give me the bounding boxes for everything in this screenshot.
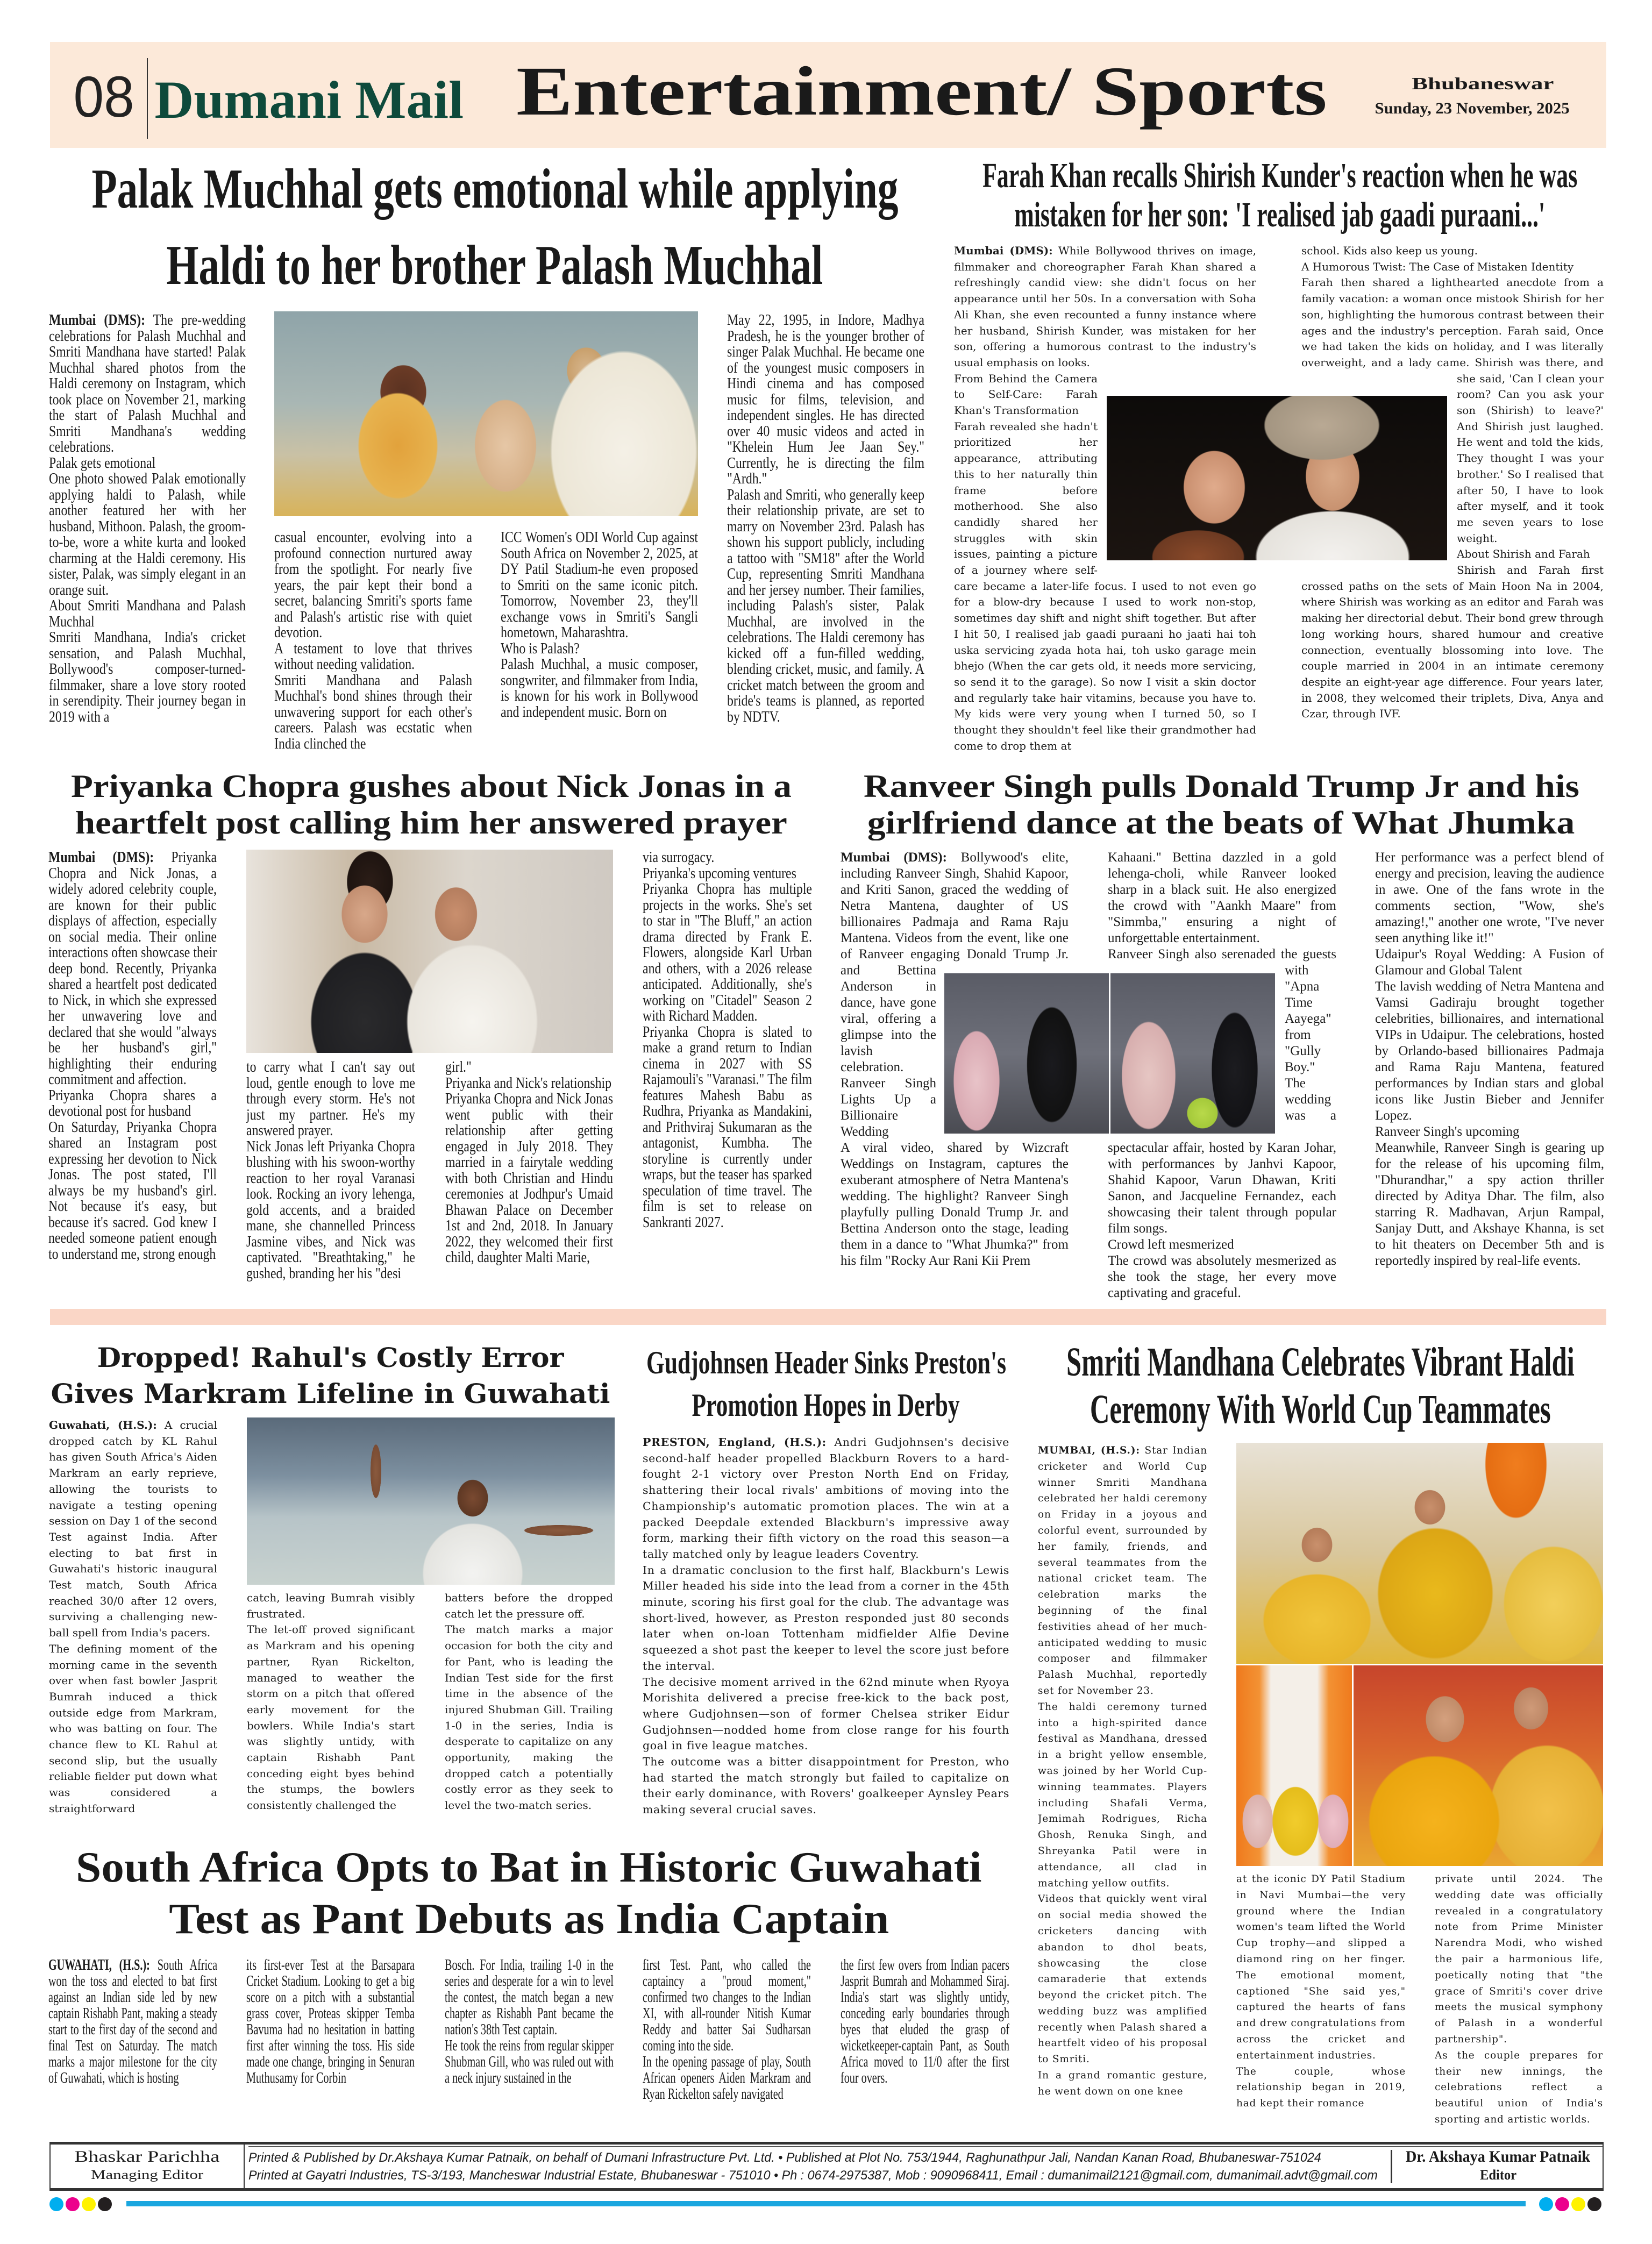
issue-date: [1375, 100, 1570, 117]
lead-text: While Bollywood thrives on image, filmmaker and choreographer Farah Khan shared a refreshingly candid view: she didn't focus on her appearance until her 50s. In a conversation with Soha Ali Khan, she even recounted a funny instance where her husband, Shirish Kunder, was mistaken for her son, offering a humorous contrast to the industry's usual emphasis on looks.: [954, 244, 1256, 369]
smriti-col-2: [1236, 1871, 1406, 2138]
lead-paragraph: [48, 1957, 217, 2086]
paper-name-text: Dumani Mail: [154, 70, 464, 130]
palak-headline: [50, 151, 939, 303]
paragraph: The let-off proved significant as Markram and his opening partner, Ryan Rickelton, managed to weather the storm on a pitch that offered early movement for the bowlers. While India's start was slightly untidy, with captain Rishabh Pant conceding eight byes behind the stumps, the bowlers consistently challenged the: [247, 1623, 415, 1812]
paragraph: girl.": [445, 1059, 472, 1075]
paragraph: its first-ever Test at the Barsapara Cricket Stadium. Looking to get a big score on a pitch with a substantial grass cover, Proteas skipper Temba Bavuma had no hesitation in batting first after winning the toss. His side made one change, bringing in Senuran Muthusamy for Corbin: [246, 1957, 415, 2086]
paragraph: Ranveer Singh Lights Up a Billionaire Wedding: [841, 1076, 936, 1139]
paragraph: The haldi ceremony turned into a high-spirited dance festival as Mandhana, dressed in a bright yellow ensemble, was joined by her World Cup-winning teammates. Players including Shafali Verma, Jemimah Rodrigues, Richa Ghosh, Renuka Singh, and Shreyanka Patil were in attendance, all clad in matching yellow outfits.: [1038, 1701, 1207, 1889]
registration-dot-black: [98, 2197, 112, 2211]
rahul-col-2: [247, 1590, 415, 1837]
paragraphs: [1038, 1699, 1207, 2100]
paragraph: Meanwhile, Ranveer Singh is gearing up for the release of his upcoming film, "Dhurandhar," a spy action thriller directed by Aditya Dhar. The film, also starring R. Madhavan, Arjun Rampal, Sanjay Dutt, and Akshaye Khanna, is set to hit theaters on December 5th and is reportedly inspired by real-life events.: [1375, 1141, 1604, 1268]
paragraph: The defining moment of the morning came in the seventh over when fast bowler Jasprit Bumrah induced a thick outside edge from Markram, who was batting on four. The chance flew to KL Rahul at second slip, but the usually reliable fielder put down what was considered a straightforward: [49, 1642, 217, 1815]
headline-line: Dropped! Rahul's Costly Error: [97, 1342, 564, 1373]
paragraphs: [643, 850, 812, 1230]
paragraph: Shirish and Farah first crossed paths on the sets of Main Hoon Na in 2004, where Shirish was working as an editor and Farah was making her directorial debut. Their bond grew through long working hours, shared humour and creative connection, eventually blossoming into love. The couple married in 2004 in an intimate ceremony despite an eight-year age difference. Four years later, in 2008, they welcomed their triplets, Diva, Anya and Czar, through IVF.: [1301, 564, 1604, 721]
paragraphs: [1435, 1871, 1603, 2128]
paragraph: the first few overs from Indian pacers Jasprit Bumrah and Mohammed Siraj. India's start was slightly untidy, conceding early boundaries through byes that eluded the grasp of wicketkeeper-captain Pant, as South Africa moved to 11/0 after the first four overs.: [841, 1957, 1009, 2086]
paragraph: Palash Muchhal, a music composer, songwriter, and filmmaker from India, is known for his work in Bollywood and independent music. Born on: [501, 656, 698, 721]
paragraph: Her performance was a perfect blend of energy and precision, leaving the audience in awe. One of the fans wrote in the comments section, "Wow, she's amazing!," another one wrote, "I've never seen anything like it!": [1375, 850, 1604, 945]
paragraphs: [49, 1641, 217, 1817]
imprint-line-1: Printed & Published by Dr.Akshaya Kumar Patnaik, on behalf of Dumani Infrastructure Pvt. Ltd. • Published at Plot No. 753/1944, Raghunathpur Jali, Nandan Kanan Road, Bhubaneswar-751024: [248, 2150, 1321, 2165]
priyanka-col-4: [643, 850, 812, 1307]
paragraph: As the couple prepares for their new innings, the celebrations reflect a beautiful union of India's sporting and artistic worlds.: [1435, 2049, 1603, 2125]
lead-text: South Africa won the toss and elected to bat first against an Indian side led by new captain Rishabh Pant, making a steady start to the first day of the second and final Test on Saturday. The match marks a major milestone for the city of Guwahati, which is hosting: [48, 1957, 217, 2086]
palak-col-2: [274, 530, 472, 764]
lead-text: Bollywood's elite, including Ranveer Singh, Shahid Kapoor, and Kriti Sanon, graced the wedding of Netra Mantena, daughter of US billionaires Padmaja and Rama Raju Mantena. Videos from the event, like one of Ranveer engaging Donald Trump Jr. and Bettina Anderson in dance, have gone viral, offering a glimpse into the lavish celebration.: [841, 850, 1069, 1074]
south-africa-col-3: [445, 1957, 614, 2135]
south-africa-col-2: [246, 1957, 415, 2135]
farah-headline: [953, 156, 1606, 234]
paragraph: Crowd left mesmerized: [1108, 1237, 1234, 1252]
priyanka-col-2: [246, 1059, 415, 1307]
imprint-line-2: Printed at Gayatri Industries, TS-3/193, Mancheswar Industrial Estate, Bhubaneswar - 751010 • Ph : 0674-2975387, Mob : 9090968411, Email : dumanimail2121@gmail.com, dumanimail.advt@gmail.com: [248, 2168, 1378, 2183]
headline-line: Smriti Mandhana Celebrates Vibrant Haldi: [1066, 1340, 1575, 1385]
paragraph: Videos that quickly went viral on social media showed the cricketers dancing with abandon to dhol beats, showcasing the close camaraderie that extends beyond the cricket pitch. The wedding buzz was amplified recently when Palash shared a heartfelt video of his proposal to Smriti.: [1038, 1893, 1207, 2065]
smriti-headline: [1038, 1338, 1603, 1433]
paragraphs: [49, 455, 246, 725]
paragraph: From Behind the Camera to Self-Care: Farah Khan's Transformation: [954, 372, 1098, 417]
footer-top-rule: [248, 2146, 1604, 2147]
paragraph: ICC Women's ODI World Cup against South Africa on November 2, 2025, at DY Patil Stadium-he even proposed to Smriti on the same iconic pitch. Tomorrow, November 23, they'll exchange vows in Smriti's Sangli hometown, Maharashtra.: [501, 530, 698, 641]
headline-line: Haldi to her brother Palash Muchhal: [166, 233, 823, 296]
priyanka-headline: [50, 768, 812, 841]
lead-text: Star Indian cricketer and World Cup winner Smriti Mandhana celebrated her haldi ceremony on Friday in a joyous and colorful event, surrounded by her family, friends, and several teammates from the national cricket team. The celebration marks the beginning of the final festivities ahead of her much-anticipated wedding to music composer and filmmaker Palash Muchhal, reportedly set for November 23.: [1038, 1445, 1207, 1697]
headline-line: mistaken for her son: 'I realised jab gaadi puraani...': [1014, 195, 1546, 234]
paragraph: Palash and Smriti, who generally keep their relationship private, are set to marry on November 23rd. Palash has shown his support publicly, including a tattoo with "SM18" after the World Cup, representing Smriti Mandhana and her jersey number. Their families, including Palash's sister, Palak Muchhal, are involved in the celebrations. The Haldi ceremony has kicked off a fun-filled wedding, blending cricket, music, and family. A cricket match between the groom and bride's teams is planned, as reported by NDTV.: [727, 486, 924, 725]
dateline: Mumbai (DMS):: [49, 312, 146, 329]
paragraphs: [48, 1088, 217, 1263]
paragraph: The crowd was absolutely mesmerized as she took the stage, her every move captivating and graceful.: [1108, 1253, 1336, 1300]
paragraph: Farah then shared a lighthearted anecdote from a family vacation: a woman once mistook Shirish for her son, highlighting the humorous contrast between their ages and the industry's perception. Farah said, Once we had taken the kids on holiday, and I was literally overweight, and a lady came. Shirish was there, and she said, 'Can I clean your room? Can you ask your son (Shirish) to leave?' And Shirish just laughed. He went and told the kids, They thought I was your brother.' So I realised that after 50, I have to look after myself, and it took me seven years to lose weight.: [1301, 276, 1604, 545]
paragraph: Priyanka Chopra and Nick Jonas went public with their relationship after getting engaged in July 2018. They married in a fairytale wedding with both Christian and Hindu ceremonies at Jodhpur's Umaid Bhawan Palace on December 1st and 2nd, 2018. In January 2022, they welcomed their first child, daughter Malti Marie,: [445, 1091, 613, 1266]
rahul-headline: [48, 1340, 613, 1412]
paragraph: Ranveer Singh's upcoming: [1375, 1124, 1520, 1139]
edition-city: [1412, 74, 1554, 92]
registration-dot-magenta: [1555, 2197, 1569, 2211]
paragraph: In a dramatic conclusion to the first half, Blackburn's Lewis Miller headed his side into the lead from a corner in the 45th minute, scoring his first goal for the club. The advantage was short-lived, however, as Preston responded just 80 seconds later when on-loan Tottenham midfielder Alfie Devine squeezed a shot past the keeper to level the score just before the interval.: [643, 1563, 1009, 1672]
lead-text: Priyanka Chopra and Nick Jonas, a widely adored celebrity couple, are known for their public displays of affection, especially on social media. Their online interactions often showcase their deep bond. Recently, Priyanka shared a heartfelt post dedicated to Nick, in which she expressed her unwavering love and declared that she would "always be her husband's girl," highlighting their enduring commitment and affection.: [48, 850, 217, 1088]
paragraph: casual encounter, evolving into a profound connection nurtured away from the spotlight. For nearly five years, the pair kept their bond a secret, balancing Smriti's sports fame and Palash's artistic rise with quiet devotion.: [274, 530, 472, 641]
paragraph: He took the reins from regular skipper Shubman Gill, who was ruled out with a neck injury sustained in the: [445, 2038, 614, 2086]
lead-paragraph: [48, 850, 217, 1088]
paragraphs: [445, 1590, 613, 1814]
headline-line: girlfriend dance at the beats of What Jhumka: [867, 805, 1575, 840]
paragraph: Priyanka's upcoming ventures: [643, 865, 796, 882]
issue-date-text: Sunday, 23 November, 2025: [1375, 99, 1570, 117]
paragraph: Priyanka and Nick's relationship: [445, 1074, 612, 1092]
managing-editor-title: Managing Editor: [91, 2168, 203, 2182]
footer-right-divider: [1391, 2150, 1392, 2183]
paragraph: One photo showed Palak emotionally applying haldi to Palash, while another featured her with her husband, Mithoon. Palash, the groom-to-be, wore a white kurta and looked charming at the Haldi ceremony. His sister, Palak, was simply elegant in an orange suit.: [49, 471, 246, 599]
headline-line: Priyanka Chopra gushes about Nick Jonas in a: [70, 768, 792, 804]
paragraph: A Humorous Twist: The Case of Mistaken Identity: [1301, 260, 1574, 273]
paragraph: A viral video, shared by Wizcraft Weddings on Instagram, captures the exuberant atmosphere of Netra Mantena's wedding. The highlight? Ranveer Singh playfully pulling Donald Trump Jr. and Bettina Anderson onto the stage, leading them in a dance to "What Jhumka?" from his film "Rocky Aur Rani Kii Prem: [841, 1141, 1069, 1268]
palak-col-3: [501, 530, 698, 764]
paragraph: In the opening passage of play, South African openers Aiden Markram and Ryan Rickelton safely navigated: [643, 2054, 811, 2103]
paragraphs: [246, 1059, 415, 1281]
paragraph: The couple, whose relationship began in 2019, had kept their romance: [1236, 2065, 1406, 2110]
editor-title: Editor: [1480, 2167, 1516, 2183]
lead-text: Andri Gudjohnsen's decisive second-half header propelled Blackburn Rovers to a hard-fought 2-1 victory over Preston North End on Friday, shattering their local rivals' ambitions of moving into the Championship's automatic promotion places. The win at a packed Deepdale extended Blackburn's impressive away form, marking their fifth victory on the road this season—a tally matched only by league leaders Coventry.: [643, 1436, 1009, 1561]
registration-dot-yellow: [1571, 2197, 1585, 2211]
ranveer-headline: [836, 768, 1606, 841]
dateline: Mumbai (DMS):: [841, 850, 947, 865]
smriti-col-3: [1435, 1871, 1603, 2138]
lead-paragraph: [643, 1435, 1009, 1563]
paragraph: first Test. Pant, who called the captaincy a "proud moment," confirmed two changes to the Indian XI, with all-rounder Nitish Kumar Reddy and batter Sai Sudharsan coming into the side.: [643, 1957, 811, 2054]
paragraphs: [445, 1957, 614, 2086]
registration-dot-yellow: [82, 2197, 96, 2211]
paragraph: via surrogacy.: [643, 850, 715, 866]
headline-line: Palak Muchhal gets emotional while applying: [91, 157, 898, 220]
paragraph: at the iconic DY Patil Stadium in Navi Mumbai—the very ground where the Indian women's team lifted the World Cup trophy—and slipped a diamond ring on her finger. The emotional moment, captioned "She said yes," captured the hearts of fans and drew congratulations from across the cricket and entertainment industries.: [1236, 1873, 1406, 2061]
headline-line: Ranveer Singh pulls Donald Trump Jr and his: [863, 768, 1579, 804]
paragraph: Bosch. For India, trailing 1-0 in the series and desperate for a win to level the contest, the match began a new chapter as Rishabh Pant became the nation's 38th Test captain.: [445, 1957, 614, 2038]
rahul-col-3: [445, 1590, 613, 1837]
edition-city-text: Bhubaneswar: [1412, 74, 1554, 93]
dateline: Mumbai (DMS):: [954, 244, 1053, 257]
registration-dot-black: [1587, 2197, 1601, 2211]
dateline: MUMBAI, (H.S.):: [1038, 1445, 1140, 1456]
masthead-divider: [147, 58, 148, 139]
lead-paragraph: [49, 312, 246, 455]
section-separator-band: [50, 1309, 1606, 1325]
paragraph: A testament to love that thrives without needing validation.: [274, 640, 472, 673]
paragraph: Priyanka Chopra shares a devotional post for husband: [48, 1087, 217, 1120]
south-africa-col-5: [841, 1957, 1009, 2135]
south-africa-headline: [48, 1842, 1009, 1945]
paragraph: Priyanka Chopra has multiple projects in the works. She's set to star in "The Bluff," an action drama directed by Frank E. Flowers, alongside Karl Urban and others, with a 2026 release anticipated. Additionally, she's working on "Citadel" Season 2 with Richard Madden.: [643, 881, 812, 1024]
dateline: PRESTON, England, (H.S.):: [643, 1436, 827, 1449]
headline-line: Gudjohnsen Header Sinks Preston's: [646, 1345, 1006, 1380]
registration-dot-magenta: [66, 2197, 80, 2211]
footer-right-edge: [1603, 2142, 1604, 2191]
photo-palash-haldi: [1354, 1665, 1603, 1866]
page-number-text: 08: [73, 64, 135, 129]
paragraph: In a grand romantic gesture, he went down on one knee: [1038, 2070, 1207, 2097]
headline-line: Promotion Hopes in Derby: [692, 1387, 960, 1423]
managing-editor: [49, 2148, 245, 2184]
paragraphs: [643, 1957, 811, 2103]
palak-col-4: [727, 312, 924, 764]
paragraphs: [501, 530, 698, 720]
section-title: [516, 53, 1327, 130]
palak-col-1: [49, 312, 246, 764]
rahul-col-1: [49, 1417, 217, 1837]
paragraph: The lavish wedding of Netra Mantena and Vamsi Gadiraju brought together celebrities, billionaires, and international VIPs in Udaipur. The celebrations, hosted by Orlando-based billionaires Padmaja and Rama Raju Mantena, featured performances by Indian stars and global icons like Justin Bieber and Jennifer Lopez.: [1375, 979, 1604, 1123]
photo-divider: [1109, 973, 1110, 1134]
lead-paragraph: [49, 1417, 217, 1641]
footer-cyan-rule: [126, 2201, 1526, 2206]
lead-text: The pre-wedding celebrations for Palash Muchhal and Smriti Mandhana have started! Palak Muchhal shared photos from the Haldi ceremony on Instagram, which took place on November 21, marking the start of Palash Muchhal and Smriti Mandhana's wedding celebrations.: [49, 312, 246, 455]
paragraph: The outcome was a bitter disappointment for Preston, who had started the match strongly but failed to capitalize on their early dominance, with Rovers' goalkeeper Aynsley Pears making several crucial saves.: [643, 1755, 1009, 1816]
paragraph: May 22, 1995, in Indore, Madhya Pradesh, he is the younger brother of singer Palak Muchhal. He became one of the youngest music composers in Hindi cinema and has composed music for films, television, and independent singles. He has directed over 40 music videos and acted in "Khelein Hum Jee Jaan Sey." Currently, he is directing the film "Ardh.": [727, 312, 924, 487]
dateline: Mumbai (DMS):: [48, 850, 154, 866]
registration-dot-cyan: [1539, 2197, 1553, 2211]
lead-text: A crucial dropped catch by KL Rahul has given South Africa's Aiden Markram an early reprieve, allowing the tourists to navigate a testing opening session on Day 1 of the second Test against India. After electing to bat first in Guwahati's historic inaugural Test match, South Africa reached 30/0 after 12 overs, surviving a challenging new-ball spell from India's pacers.: [49, 1419, 217, 1640]
paragraphs: [1236, 1871, 1406, 2112]
priyanka-col-1: [48, 850, 217, 1307]
smriti-col-1: [1038, 1443, 1207, 2136]
photo-palak-haldi: [274, 311, 698, 516]
south-africa-col-1: [48, 1957, 217, 2135]
paragraph: Ranveer Singh also serenaded the guests with "Apna Time Aayega" from "Gully Boy." The wedding was a spectacular affair, hosted by Karan Johar, with performances by Janhvi Kapoor, Shahid Kapoor, Varun Dhawan, Kriti Sanon, and Jacqueline Fernandez, each showcasing their talent through popular film songs.: [1108, 947, 1336, 1236]
headline-line: South Africa Opts to Bat in Historic Guwahati: [76, 1844, 982, 1891]
photo-farah-shirish: [1107, 396, 1447, 560]
paragraph: About Smriti Mandhana and Palash Muchhal: [49, 597, 246, 630]
paragraphs: [841, 1957, 1009, 2086]
photo-ranveer-dance: [944, 973, 1275, 1134]
paragraphs: [274, 530, 472, 752]
paragraph: Priyanka Chopra is slated to make a grand return to Indian cinema in 2027 with SS Rajamouli's "Varanasi." The film features Mahesh Babu as Rudhra, Priyanka as Mandakini, and Prithviraj Sukumaran as the antagonist, Kumbha. The storyline is currently under wraps, but the teaser has sparked speculation of time travel. The film is set to release on Sankranti 2027.: [643, 1023, 812, 1231]
paragraph: The match marks a major occasion for both the city and for Pant, who is leading the Indian Test side for the first time in the absence of the injured Shubman Gill. Trailing 1-0 in the series, India is desperate to capitalize on any opportunity, making the dropped catch a potentially costly error as they seek to level the two-match series.: [445, 1623, 613, 1812]
priyanka-col-3: [445, 1059, 613, 1307]
paragraph: On Saturday, Priyanka Chopra shared an Instagram post expressing her devotion to Nick Jonas. The post stated, I'll always be my husband's girl. Not because it's easy, but because it's sacred. God knew I needed someone patient enough to understand me, strong enough: [48, 1119, 217, 1263]
paragraph: to carry what I can't say out loud, gentle enough to love me through every storm. He's not just my partner. He's my answered prayer.: [246, 1059, 415, 1139]
managing-editor-name: Bhaskar Parichha: [74, 2148, 220, 2165]
paragraph: Palak gets emotional: [49, 454, 156, 472]
dateline: GUWAHATI, (H.S.):: [48, 1957, 150, 1974]
photo-bumrah-appeal: [247, 1417, 615, 1585]
editor: [1398, 2148, 1598, 2184]
photo-smriti-group: [1236, 1665, 1352, 1866]
lead-paragraph: [954, 243, 1256, 371]
photo-priyanka-nick: [246, 850, 613, 1053]
paragraphs: [246, 1957, 415, 2086]
paragraph: private until 2024. The wedding date was officially revealed in a congratulatory note from Prime Minister Narendra Modi, who wished the pair a harmonious life, poetically noting that "the grace of Smriti's cover drive meets the musical symphony of Palash in a wonderful partnership".: [1435, 1873, 1603, 2045]
dateline: Guwahati, (H.S.):: [49, 1419, 157, 1431]
photo-smriti-haldi-dance: [1236, 1443, 1603, 1664]
paragraphs: [643, 1563, 1009, 1818]
paragraphs: [247, 1590, 415, 1814]
headline-line: Ceremony With World Cup Teammates: [1090, 1387, 1551, 1432]
paper-name-logo: [154, 70, 464, 130]
ranveer-col-3: [1375, 850, 1604, 1307]
paragraph: Who is Palash?: [501, 640, 580, 657]
paragraph: Smriti Mandhana, India's cricket sensation, and Palash Muchhal, Bollywood's composer-turned-filmmaker, share a love story rooted in serendipity. Their journey began in 2019 with a: [49, 629, 246, 725]
paragraph: school. Kids also keep us young.: [1301, 244, 1478, 257]
paragraph: batters before the dropped catch let the pressure off.: [445, 1591, 613, 1620]
paragraph: Kahaani." Bettina dazzled in a gold lehenga-choli, while Ranveer looked sharp in a black suit. He also energized the crowd with "Aankh Maare" from "Simmba," ensuring a night of unforgettable entertainment.: [1108, 850, 1336, 945]
paragraph: Nick Jonas left Priyanka Chopra blushing with his swoon-worthy reaction to her royal Varanasi look. Rocking an ivory lehenga, gold accents, and a braided mane, she channelled Princess Jasmine vibes, and Nick was captivated. "Breathtaking," he gushed, branding her his "desi: [246, 1138, 415, 1282]
editor-name: Dr. Akshaya Kumar Patnaik: [1406, 2148, 1591, 2165]
headline-line: Farah Khan recalls Shirish Kunder's reaction when he was: [982, 156, 1578, 195]
paragraph: Smriti Mandhana and Palash Muchhal's bond shines through their unwavering support for each other's careers. Palash was ecstatic when India clinched the: [274, 672, 472, 752]
gudjohnsen-headline: [643, 1342, 1009, 1427]
page-number: [73, 64, 135, 129]
paragraph: catch, leaving Bumrah visibly frustrated.: [247, 1591, 415, 1620]
headline-line: Gives Markram Lifeline in Guwahati: [51, 1378, 611, 1409]
south-africa-col-4: [643, 1957, 811, 2135]
paragraphs: [1375, 850, 1604, 1269]
lead-paragraph: [1038, 1443, 1207, 1699]
paragraph: Farah revealed she hadn't prioritized her appearance, attributing this to her naturally thin frame before motherhood. She also candidly shared her struggles with skin issues, painting a picture of a journey where self-care became a later-life focus. I used to not even go for a blow-dry because I used to work non-stop, sometimes day shift and night shift together. But after I hit 50, I realised jab gaadi puraani ho jaati hai toh uska servicing zyada hota hai, toh usko garage mein bhejo (When the car gets old, it needs more servicing, so send it to the garage). So now I visit a skin doctor and regularly take hair vitamins, because you have to. My kids were very young when I turned 50, so I thought they shouldn't feel like their grandmother had come to drop them at: [954, 419, 1256, 752]
section-title-text: Entertainment/ Sports: [516, 53, 1327, 130]
gudjohnsen-body: [643, 1435, 1009, 1838]
imprint-text: [248, 2149, 1383, 2184]
paragraph: The decisive moment arrived in the 62nd minute when Ryoya Morishita delivered a precise free-kick to the back post, where Gudjohnsen—son of former Chelsea striker Eidur Gudjohnsen—nodded home from close range for his fourth goal in five league matches.: [643, 1675, 1009, 1753]
paragraphs: [727, 312, 924, 725]
headline-line: Test as Pant Debuts as India Captain: [168, 1896, 889, 1943]
registration-dot-cyan: [49, 2197, 63, 2211]
headline-line: heartfelt post calling him her answered prayer: [75, 805, 787, 840]
paragraphs: [445, 1059, 613, 1266]
paragraph: Udaipur's Royal Wedding: A Fusion of Glamour and Global Talent: [1375, 947, 1604, 978]
paragraph: About Shirish and Farah: [1457, 547, 1590, 561]
